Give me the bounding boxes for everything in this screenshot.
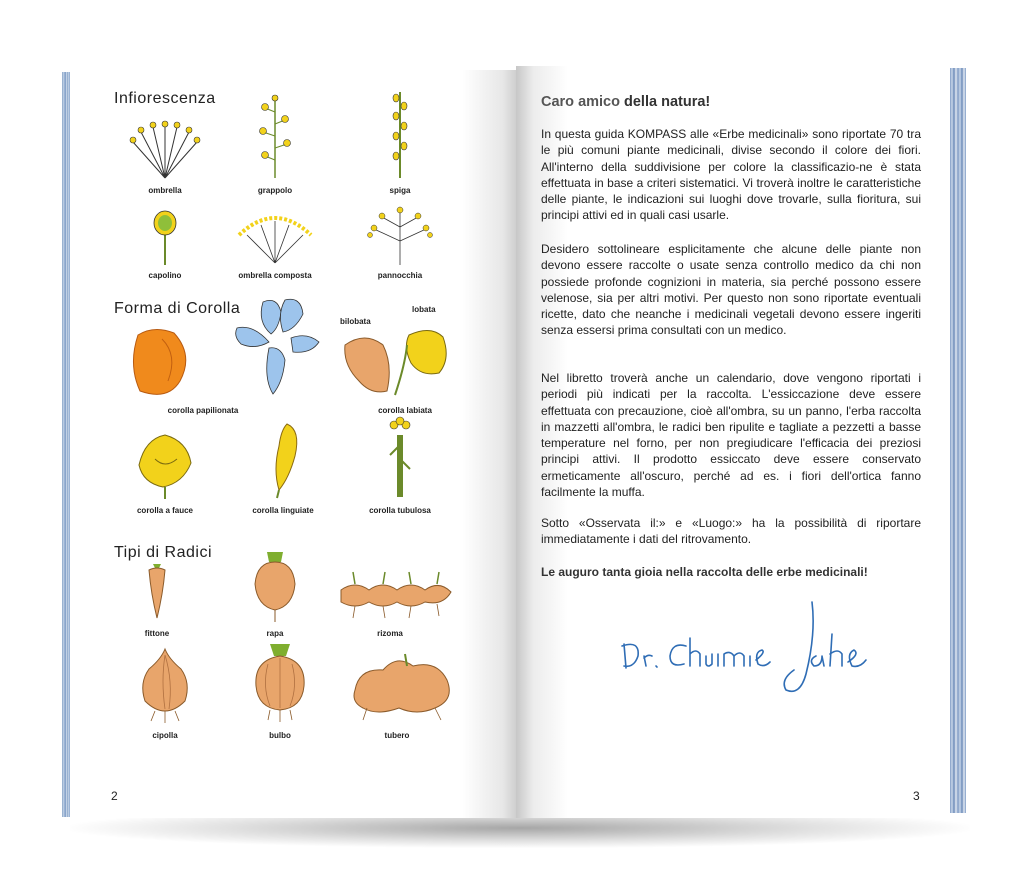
illustration-grappolo xyxy=(220,92,330,195)
illustration-corolla-labiata xyxy=(335,325,475,415)
right-page xyxy=(516,66,950,818)
caption-lobata: lobata xyxy=(412,305,436,314)
section-title-corolla: Forma di Corolla xyxy=(114,300,241,317)
signature xyxy=(616,594,916,704)
caption-bulbo: bulbo xyxy=(269,731,291,740)
paragraph-3: Nel libretto troverà anche un calendario, dove vengono riportati i periodi più indicati per la raccolta. L'essiccazione deve essere effettuata con precauzione, cioè all'ombra, su un panno, l'erba raccolta in mazzetti all'ombra, le radici ben ripulite e tagliate a pezzetti a basse temperature nel forno, per non pregiudicare l'efficacia dei preziosi principi attivi. Il prodotto essiccato deve essere conservato ermeticamente all'oscuro, perché ad es. i fiori dell'ortica fanno facilmente la muffa. xyxy=(541,371,921,500)
paragraph-4: Sotto «Osservata il:» e «Luogo:» ha la possibilità di riportare immediatamente i dati del ritrovamento. xyxy=(541,516,921,547)
caption-bilobata: bilobata xyxy=(340,317,371,326)
section-title-infiorescenza: Infiorescenza xyxy=(114,90,216,107)
caption-tubero: tubero xyxy=(384,731,410,740)
closing-line: Le auguro tanta gioia nella raccolta delle erbe medicinali! xyxy=(541,565,868,579)
illustration-fittone xyxy=(102,560,212,638)
illustration-cipolla xyxy=(110,645,220,740)
caption-grappolo: grappolo xyxy=(257,186,293,195)
caption-ombrella: ombrella xyxy=(148,186,182,195)
illustration-violet-flower xyxy=(228,298,328,398)
illustration-tubero xyxy=(342,650,467,740)
caption-cipolla: cipolla xyxy=(152,731,178,740)
caption-corolla-papilionata: corolla papilionata xyxy=(167,406,239,415)
illustration-spiga xyxy=(345,90,455,195)
paragraph-2: Desidero sottolineare esplicitamente che alcune delle piante non devono essere raccolte o usate senza controllo medico da chi non possiede profonde cognizioni in materia, sia perché possono essere velenose, sia per altri motivi. Per questo non sono riportate eventuali ricette, dato che neanche i medicinali vegetali devono essere ingeriti senza essersi prima consultati con un medico. xyxy=(541,242,921,338)
illustration-corolla-linguiate xyxy=(228,420,338,515)
title-part-1: Caro amico xyxy=(541,94,620,110)
caption-corolla-a-fauce: corolla a fauce xyxy=(136,506,194,515)
caption-spiga: spiga xyxy=(389,186,411,195)
caption-fittone: fittone xyxy=(144,629,170,638)
illustration-rizoma xyxy=(335,560,465,638)
title-part-2: della natura! xyxy=(619,94,711,110)
page-title xyxy=(541,94,710,110)
caption-corolla-linguiate: corolla linguiate xyxy=(252,506,314,515)
caption-corolla-tubulosa: corolla tubulosa xyxy=(369,506,431,515)
caption-rapa: rapa xyxy=(266,629,284,638)
page-number-right: 3 xyxy=(913,789,920,803)
illustration-pannocchia xyxy=(345,205,455,280)
caption-capolino: capolino xyxy=(148,271,182,280)
illustration-capolino xyxy=(110,205,220,280)
caption-ombrella-composta: ombrella composta xyxy=(238,271,312,280)
right-page-edges xyxy=(948,68,966,813)
illustration-rapa xyxy=(220,548,330,638)
page-number-left: 2 xyxy=(111,789,118,803)
illustration-corolla-tubulosa xyxy=(345,415,455,515)
paragraph-1: In questa guida KOMPASS alle «Erbe medicinali» sono riportate 70 tra le più comuni piante medicinali, divise secondo il colore dei fiori. All'interno della suddivisione per colore la classificazio-ne è stata effettuata in base a criteri sistematici. Vi troverà inoltre le caratteristiche delle piante, le indicazioni sui luoghi dove trovarle, sulla fioritura, sui principi attivi ed in quali casi usarle. xyxy=(541,127,921,223)
caption-corolla-labiata: corolla labiata xyxy=(378,406,432,415)
section-title-radici: Tipi di Radici xyxy=(114,544,212,561)
caption-pannocchia: pannocchia xyxy=(377,271,423,280)
left-page xyxy=(70,70,516,818)
caption-rizoma: rizoma xyxy=(377,629,403,638)
illustration-ombrella xyxy=(110,120,220,195)
illustration-corolla-a-fauce xyxy=(110,425,220,515)
illustration-bulbo xyxy=(225,640,335,740)
illustration-ombrella-composta xyxy=(220,205,330,280)
